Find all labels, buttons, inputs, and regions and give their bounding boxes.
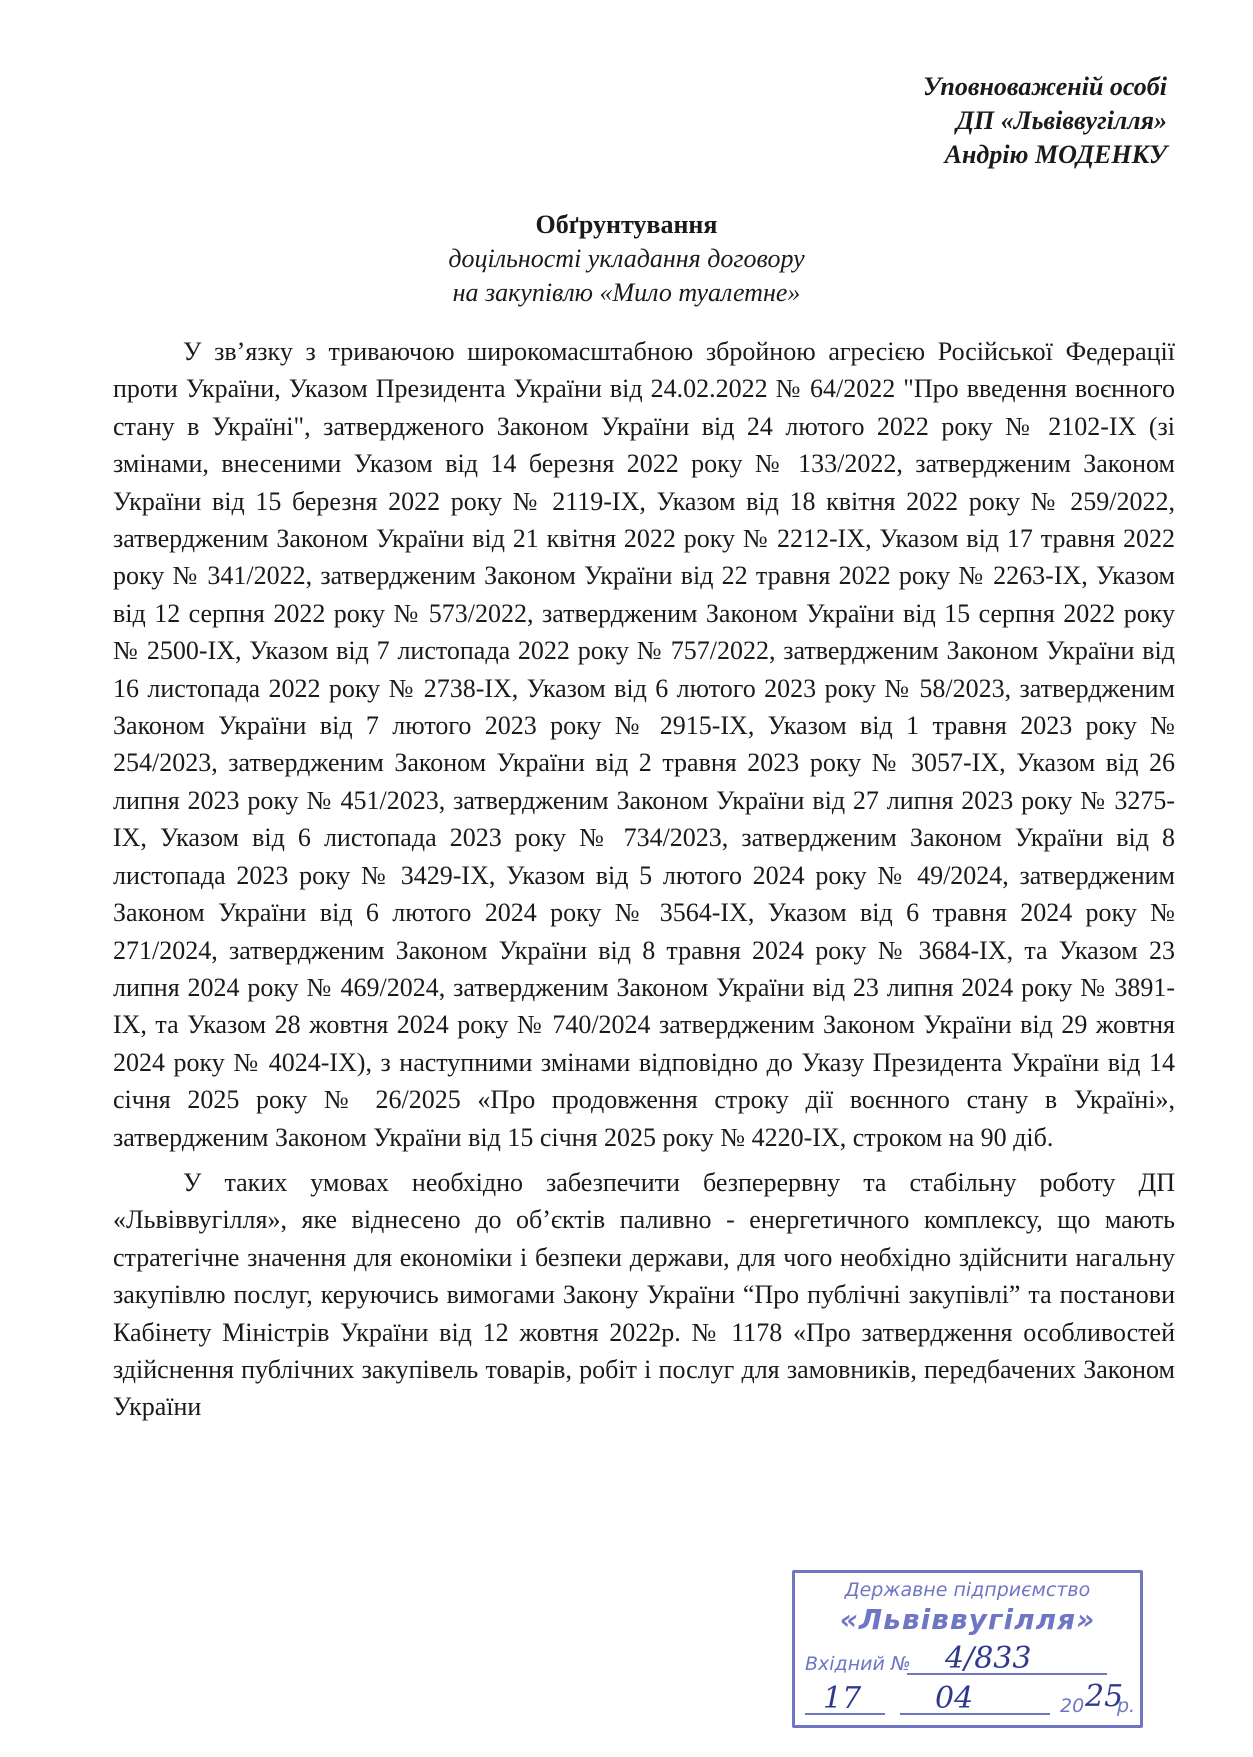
document-subtitle-line1: доцільності укладання договору: [448, 244, 805, 273]
addressee-position: Уповноваженій особі: [923, 72, 1167, 101]
stamp-year-prefix: 20: [1060, 1695, 1085, 1717]
document-subtitle-line2: на закупівлю «Мило туалетне»: [452, 278, 801, 307]
addressee-name: Андрію МОДЕНКУ: [944, 140, 1167, 169]
stamp-year-value: 25: [1085, 1679, 1124, 1714]
document-title: Обґрунтування: [535, 210, 718, 239]
addressee-block: [923, 70, 1167, 172]
document-heading: [0, 208, 1253, 310]
stamp-year-suffix: р.: [1117, 1695, 1136, 1717]
addressee-organization: ДП «Львіввугілля»: [956, 106, 1167, 135]
stamp-month-underline: [900, 1713, 1050, 1715]
stamp-incoming-number: 4/833: [945, 1641, 1032, 1676]
body-paragraph-2: У таких умовах необхідно забезпечити безперервну та стабільну роботу ДП «Львіввугілля», яке віднесено до об’єктів паливно - енергетичного комплексу, що мають стратегічне значення для економіки і безпеки держави, для чого необхідно здійснити нагальну закупівлю послуг, керуючись вимогами Закону України “Про публічні закупівлі” та постанови Кабінету Міністрів України від 12 жовтня 2022р. № 1178 «Про затвердження особливостей здійснення публічних закупівель товарів, робіт і послуг для замовників, передбачених Законом України: [113, 1167, 1175, 1422]
body-paragraph-1: У зв’язку з триваючою широкомасштабною збройною агресією Російської Федерації проти України, Указом Президента України від 24.02.2022 № 64/2022 "Про введення воєнного стану в Україні", затвердженого Законом України від 24 лютого 2022 року № 2102-IX (зі змінами, внесеними Указом від 14 березня 2022 року № 133/2022, затвердженим Законом України від 15 березня 2022 року № 2119-IX, Указом від 18 квітня 2022 року № 259/2022, затвердженим Законом України від 21 квітня 2022 року № 2212-IX, Указом від 17 травня 2022 року № 341/2022, затвердженим Законом України від 22 травня 2022 року № 2263-IX, Указом від 12 серпня 2022 року № 573/2022, затвердженим Законом України від 15 серпня 2022 року № 2500-IX, Указом від 7 листопада 2022 року № 757/2022, затвердженим Законом України від 16 листопада 2022 року № 2738-IX, Указом від 6 лютого 2023 року № 58/2023, затвердженим Законом України від 7 лютого 2023 року № 2915-IX, Указом від 1 травня 2023 року № 254/2023, затвердженим Законом України від 2 травня 2023 року № 3057-IX, Указом від 26 липня 2023 року № 451/2023, затвердженим Законом України від 27 липня 2023 року № 3275-IX, Указом від 6 листопада 2023 року № 734/2023, затвердженим Законом України від 8 листопада 2023 року № 3429-IX, Указом від 5 лютого 2024 року № 49/2024, затвердженим Законом України від 6 лютого 2024 року № 3564-IX, Указом від 6 травня 2024 року № 271/2024, затвердженим Законом України від 8 травня 2024 року № 3684-IX, та Указом 23 липня 2024 року № 469/2024, затвердженим Законом України від 23 липня 2024 року № 3891-IX, та Указом 28 жовтня 2024 року № 740/2024 затвердженим Законом України від 29 жовтня 2024 року № 4024-IX), з наступними змінами відповідно до Указу Президента України від 14 січня 2025 року № 26/2025 «Про продовження строку дії воєнного стану в Україні», затвердженим Законом України від 15 січня 2025 року № 4220-IX, строком на 90 діб.: [113, 337, 1175, 1152]
stamp-day-underline: [805, 1713, 885, 1715]
stamp-date-day: 17: [823, 1681, 862, 1716]
stamp-incoming-label: Вхідний №: [805, 1653, 911, 1675]
stamp-org-type: Державне підприємство: [844, 1579, 1091, 1601]
document-body: [113, 333, 1175, 1434]
stamp-date-month: 04: [935, 1681, 974, 1716]
stamp-org-name: «Львіввугілля»: [839, 1603, 1096, 1636]
registration-stamp: [792, 1570, 1143, 1728]
